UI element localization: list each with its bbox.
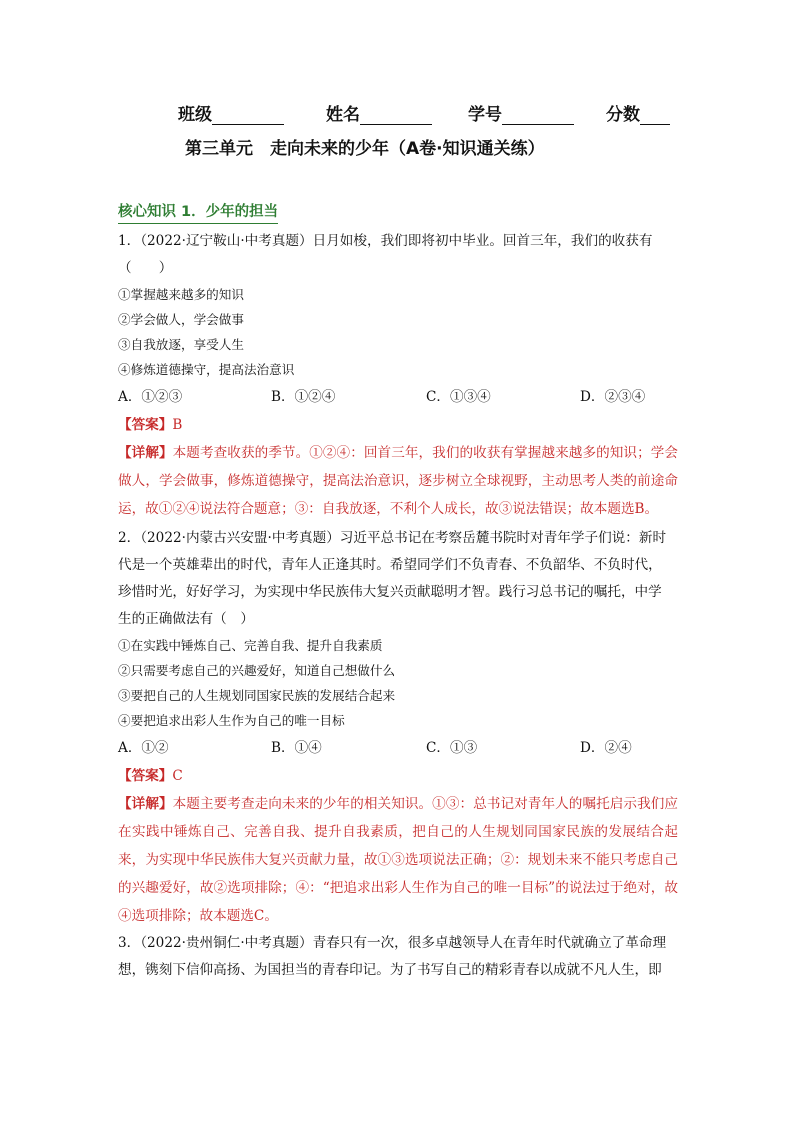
section-heading-text: 核心知识 1．少年的担当: [118, 204, 279, 220]
question-stem-line: 代是一个英雄辈出的时代，青年人正逢其时。希望同学们不负青春、不负韶华、不负时代，: [118, 557, 662, 573]
id-label: 学号: [468, 105, 502, 125]
detail-text: 本题考查收获的季节。①②④：回首三年，我们的收获有掌握越来越多的知识；学会做人，学会做事，修炼道德操守，提高法治意识，逐步树立全球视野，主动思考人类的前途命运，故①②④说法符合题意；③：自我放逐，不利个人成长，故③说法错误；故本题选B。: [118, 445, 678, 517]
choice-d[interactable]: D．②③④: [580, 389, 646, 405]
score-blank[interactable]: [640, 106, 670, 125]
statement-item: ④要把追求出彩人生作为自己的唯一目标: [118, 713, 345, 728]
choice-c[interactable]: C．①③: [426, 740, 478, 756]
detail-explanation: [118, 790, 678, 930]
student-info-row: [178, 100, 678, 124]
answer-value: B: [172, 417, 183, 433]
section-underline: [118, 223, 278, 224]
question-list: [118, 228, 678, 984]
student-id-field[interactable]: [468, 100, 574, 125]
question-stem-line: 3．（2022·贵州铜仁·中考真题）青春只有一次，很多卓越领导人在青年时代就确立了革命理: [118, 935, 667, 951]
choice-d[interactable]: D．②④: [580, 740, 632, 756]
class-field[interactable]: [178, 100, 284, 125]
statement-item: ④修炼道德操守，提高法治意识: [118, 362, 295, 377]
choice-a[interactable]: A．①②: [118, 740, 169, 756]
question-2: [118, 525, 678, 930]
name-label: 姓名: [326, 105, 360, 125]
score-label: 分数: [606, 105, 640, 125]
statement-item: ②只需要考虑自己的兴趣爱好，知道自己想做什么: [118, 663, 396, 678]
detail-tag: 【详解】: [118, 796, 173, 812]
answer-choices: [118, 733, 678, 763]
class-label: 班级: [178, 105, 212, 125]
answer-line: [118, 763, 678, 790]
statement-item: ②学会做人，学会做事: [118, 312, 244, 327]
question-stem-line: 2．（2022·内蒙古兴安盟·中考真题）习近平总书记在考察岳麓书院时对青年学子们说：新时: [118, 530, 667, 546]
question-stem-line: 珍惜时光，好好学习，为实现中华民族伟大复兴贡献聪明才智。践行习总书记的嘱托，中学: [118, 584, 662, 600]
answer-value: C: [172, 768, 183, 784]
answer-tag: 【答案】: [118, 417, 173, 433]
name-field[interactable]: [326, 100, 432, 125]
statement-item: ③要把自己的人生规划同国家民族的发展结合起来: [118, 688, 396, 703]
question-stem-line: 生的正确做法有（ ）: [118, 611, 254, 627]
answer-line: [118, 412, 678, 439]
detail-text: 本题主要考查走向未来的少年的相关知识。①③：总书记对青年人的嘱托启示我们应在实践中锤炼自己、完善自我、提升自我素质，把自己的人生规划同国家民族的发展结合起来，为实现中华民族伟大复兴贡献力量，故①③选项说法正确；②：规划未来不能只考虑自己的兴趣爱好，故②选项排除；④：“把追求出彩人生作为自己的唯一目标”的说法过于绝对，故④选项排除；故本题选C。: [118, 796, 678, 924]
detail-explanation: [118, 439, 678, 523]
page-title: 第三单元 走向未来的少年（A卷·知识通关练）: [185, 139, 545, 159]
name-blank[interactable]: [360, 106, 432, 125]
choice-c[interactable]: C．①③④: [426, 389, 491, 405]
id-blank[interactable]: [502, 106, 574, 125]
statement-item: ①在实践中锤炼自己、完善自我、提升自我素质: [118, 638, 383, 653]
score-field[interactable]: [606, 100, 670, 125]
answer-choices: [118, 382, 678, 412]
question-stem-line: 1．（2022·辽宁鞍山·中考真题）日月如梭，我们即将初中毕业。回首三年，我们的收获有: [118, 233, 653, 249]
answer-tag: 【答案】: [118, 768, 173, 784]
question-3: [118, 930, 678, 984]
detail-tag: 【详解】: [118, 445, 173, 461]
question-1: [118, 228, 678, 523]
choice-b[interactable]: B．①④: [271, 740, 322, 756]
statement-item: ③自我放逐，享受人生: [118, 337, 244, 352]
choice-a[interactable]: A．①②③: [118, 389, 183, 405]
choice-b[interactable]: B．①②④: [271, 389, 336, 405]
section-heading: [118, 200, 278, 221]
question-stem-line: （ ）: [118, 260, 173, 276]
question-stem-line: 想，镌刻下信仰高扬、为国担当的青春印记。为了书写自己的精彩青春以成就不凡人生，即: [118, 962, 662, 978]
class-blank[interactable]: [212, 106, 284, 125]
statement-item: ①掌握越来越多的知识: [118, 287, 244, 302]
